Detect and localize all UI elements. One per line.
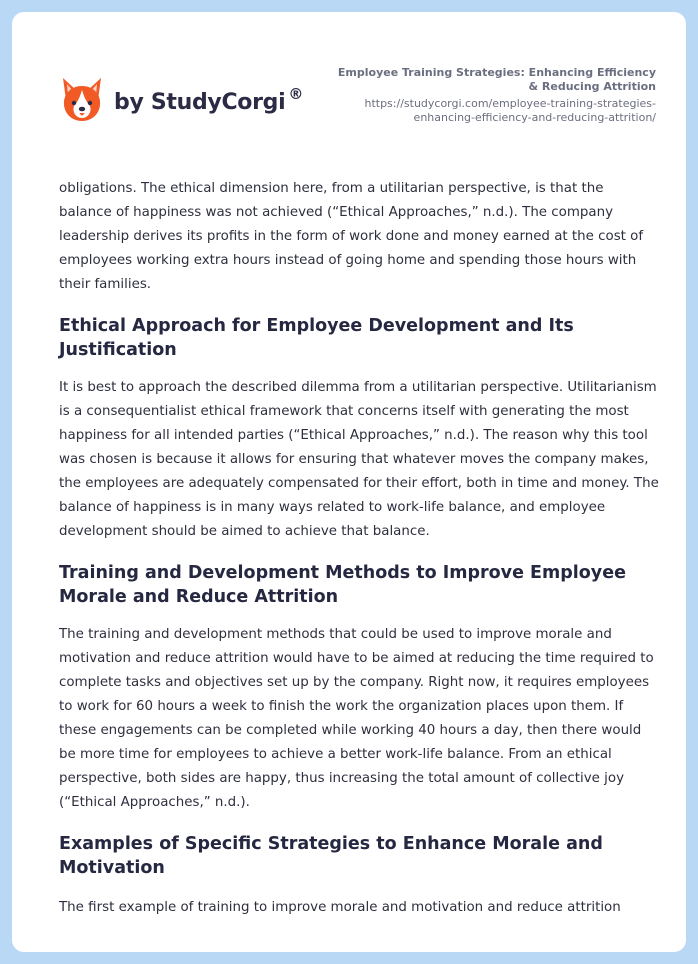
paragraph: The training and development methods that could be used to improve morale and motivation and reduce attrition would have to be aimed at reducing the time required to complete tasks and objectives set up by the company. Right now, it requires employees to work for 60 hours a week to finish the work the organization places upon them. If these engagements can be completed while working 40 hours a day, then there would be more time for employees to achieve a better work-life balance. From an ethical perspective, both sides are happy, thus increasing the total amount of collective joy (“Ethical Approaches,” n.d.). <box>59 627 654 810</box>
paragraph: It is best to approach the described dilemma from a utilitarian perspective. Utilitarianism is a consequentialist ethical framework that concerns itself with generating the most happiness for all intended parties (“Ethical Approaches,” n.d.). The reason why this tool was chosen is because it allows for ensuring that whatever moves the company makes, the employees are adequately compensated for their effort, both in time and money. The balance of happiness is in many ways related to work-life balance, and employee development should be aimed to achieve that balance. <box>59 380 659 539</box>
section-heading: Training and Development Methods to Improve Employee Morale and Reduce Attrition <box>59 563 626 607</box>
section-heading: Ethical Approach for Employee Development and Its Justification <box>59 316 574 360</box>
document-page <box>12 12 686 952</box>
studycorgi-logo[interactable] <box>60 76 303 122</box>
document-title: Employee Training Strategies: Enhancing Efficiency & Reducing Attrition <box>337 66 656 93</box>
brand-name: by StudyCorgi ® <box>114 84 304 115</box>
paragraph: obligations. The ethical dimension here, from a utilitarian perspective, is that the balance of happiness was not achieved (“Ethical Approaches,” n.d.). The company leadership derives its profits in the form of work done and money earned at the cost of employees working extra hours instead of going home and spending those hours with their families. <box>59 181 644 292</box>
corgi-icon <box>60 76 104 122</box>
document-url[interactable]: https://studycorgi.com/employee-training-strategies-enhancing-efficiency-and-reducing-attrition/ <box>364 97 656 124</box>
paragraph: The first example of training to improve morale and motivation and reduce attrition <box>59 900 621 915</box>
document-body <box>59 177 659 920</box>
document-meta <box>326 66 656 125</box>
page-header <box>12 12 686 162</box>
section-heading: Examples of Specific Strategies to Enhance Morale and Motivation <box>59 834 603 878</box>
registered-mark: ® <box>288 84 304 103</box>
